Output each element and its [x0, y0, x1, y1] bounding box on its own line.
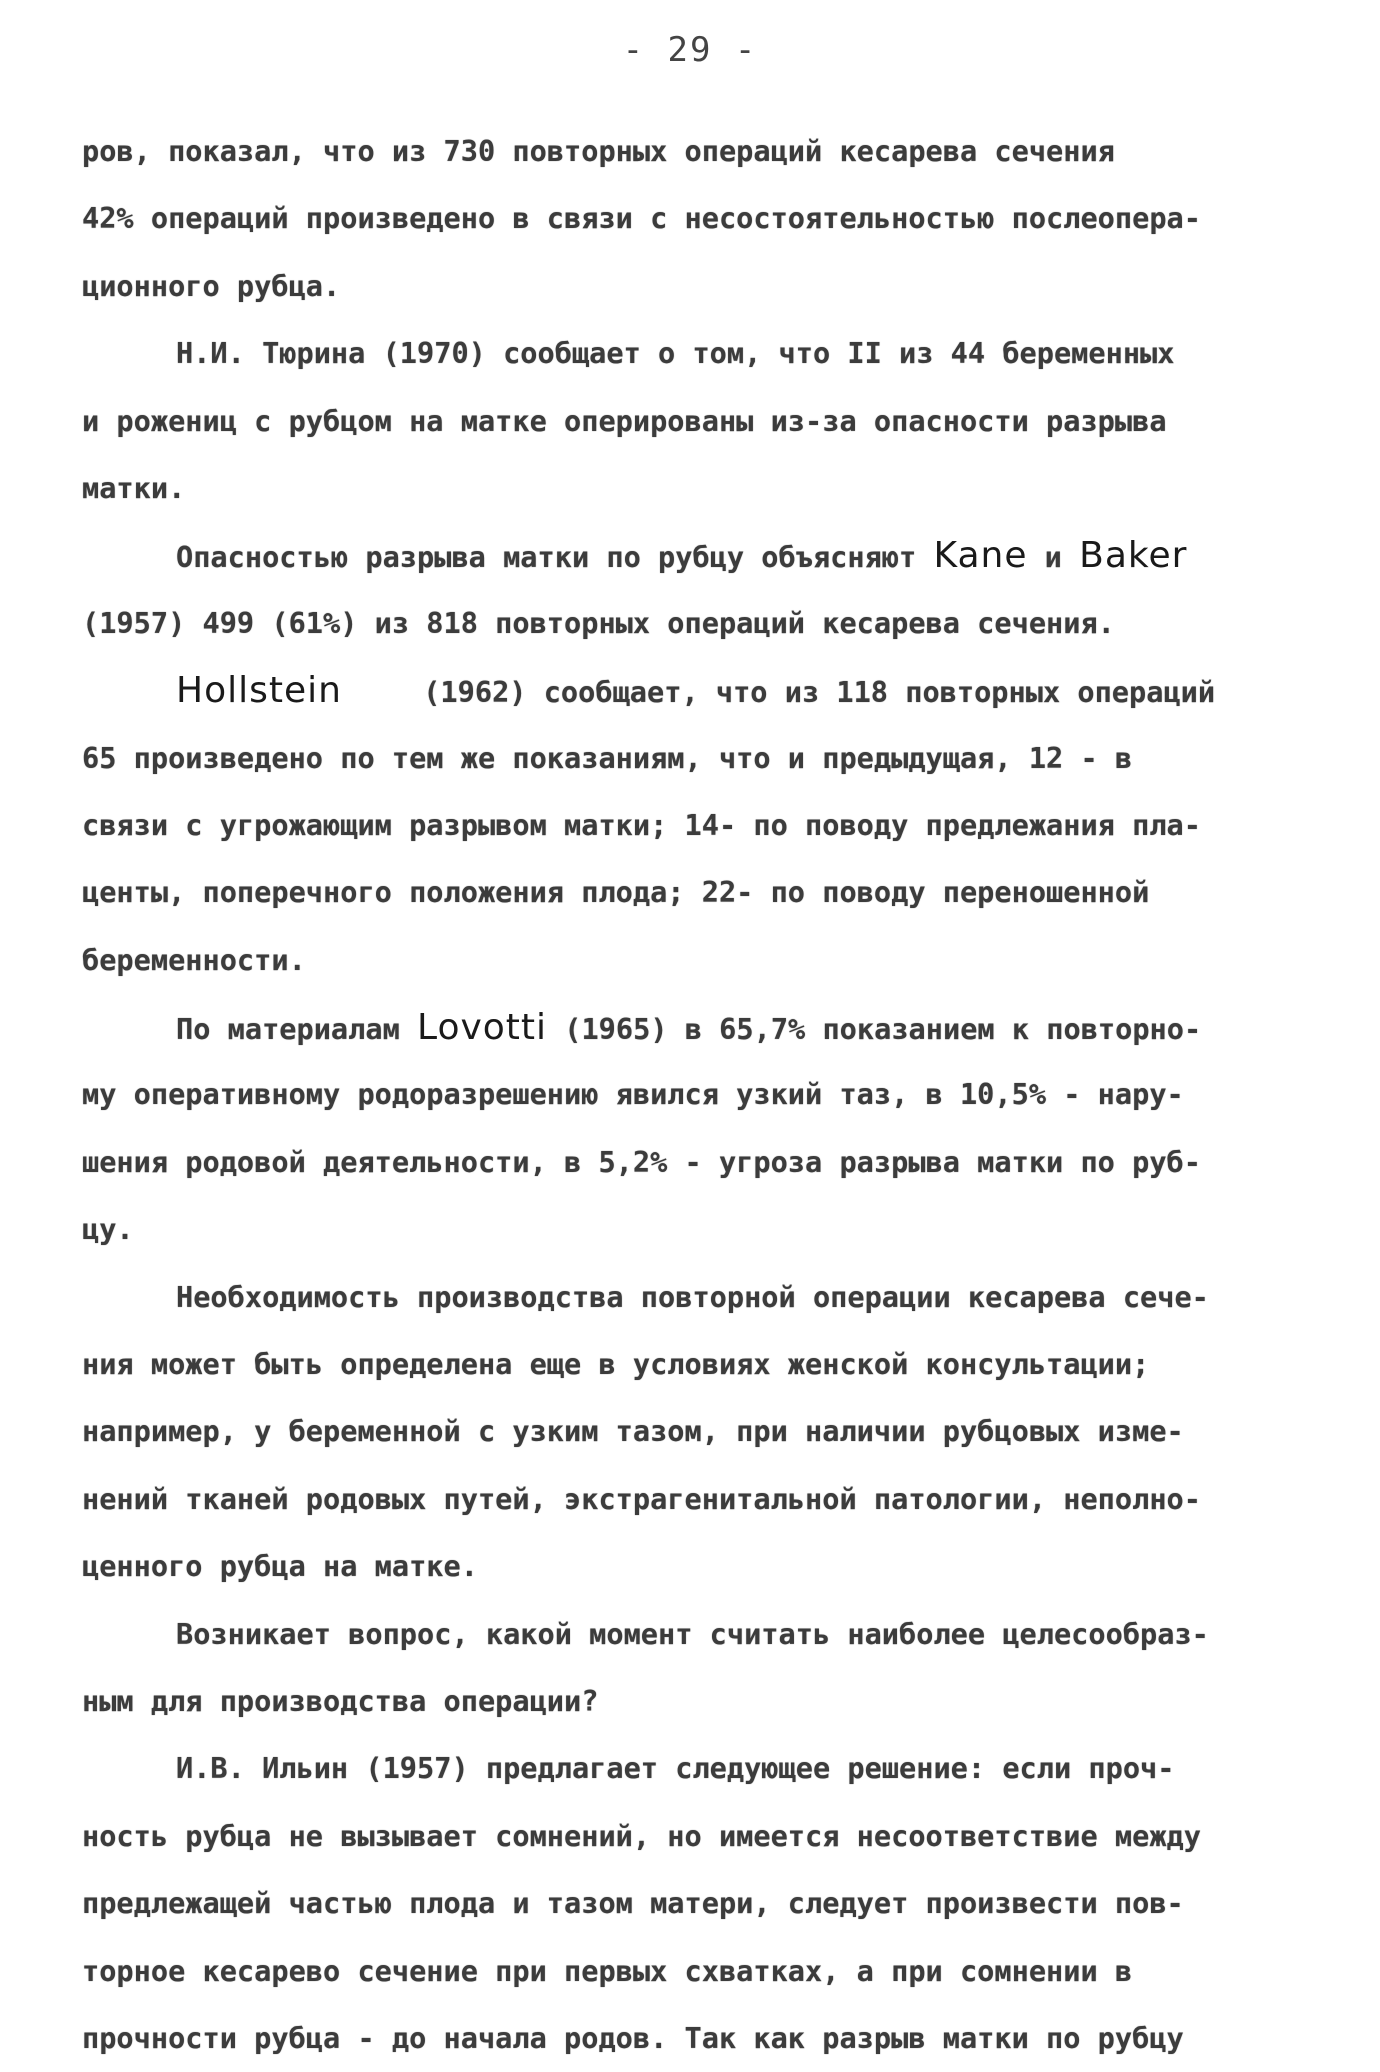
text-fragment: Опасностью разрыва матки по рубцу объясняют [176, 540, 934, 575]
text-line: му оперативному родоразрешению явился узкий таз, в 10,5% - нару- [82, 1077, 1184, 1112]
text-line: И.В. Ильин (1957) предлагает следующее решение: если проч- [176, 1751, 1175, 1786]
text-line: 42% операций произведено в связи с несостоятельностью послеопера- [82, 201, 1201, 236]
text-line-with-handwritten-name [82, 657, 1294, 724]
page-number: - 29 - [622, 30, 758, 70]
text-line: ценного рубца на матке. [82, 1549, 478, 1584]
handwritten-name: Hollstein [176, 670, 342, 712]
text-line: нений тканей родовых путей, экстрагенитальной патологии, неполно- [82, 1481, 1201, 1516]
body-text [82, 118, 1294, 2072]
text-line: например, у беременной с узким тазом, при наличии рубцовых изме- [82, 1414, 1184, 1449]
text-line: цу. [82, 1212, 134, 1247]
text-line: беременности. [82, 942, 306, 977]
text-line: ным для производства операции? [82, 1683, 599, 1718]
text-line: ров, показал, что из 730 повторных операций кесарева сечения [82, 134, 1115, 168]
handwritten-name: Baker [1079, 535, 1188, 577]
text-line: и рожениц с рубцом на матке оперированы из-за опасности разрыва [82, 403, 1167, 438]
text-line: предлежащей частью плода и тазом матери, следует произвести пов- [82, 1886, 1184, 1921]
text-line: ность рубца не вызывает сомнений, но имеется несоответствие между [82, 1818, 1201, 1853]
text-line: (1957) 499 (61%) из 818 повторных операций кесарева сечения. [82, 605, 1115, 640]
text-line: Н.И. Тюрина (1970) сообщает о том, что II из 44 беременных [176, 336, 1175, 371]
handwritten-name: Lovotti [417, 1007, 548, 1049]
text-line: Возникает вопрос, какой момент считать наиболее целесообраз- [176, 1616, 1209, 1651]
text-line: 65 произведено по тем же показаниям, что и предыдущая, 12 - в [82, 740, 1133, 775]
text-line: центы, поперечного положения плода; 22- по поводу переношенной [82, 875, 1150, 910]
text-fragment: По материалам [176, 1012, 418, 1047]
text-fragment: (1965) в 65,7% показанием к повторно- [547, 1012, 1202, 1047]
text-line: матки. [82, 470, 186, 505]
text-fragment: и [1027, 540, 1080, 575]
handwritten-name: Kane [933, 535, 1028, 577]
text-line: торное кесарево сечение при первых схватках, а при сомнении в [82, 1953, 1133, 1988]
text-line: ния может быть определена еще в условиях женской консультации; [82, 1347, 1150, 1382]
text-line: прочности рубца - до начала родов. Так как разрыв матки по рубцу [82, 2020, 1184, 2055]
text-line-with-handwritten-names [82, 522, 1294, 589]
text-fragment: (1962) сообщает, что из 118 повторных операций [406, 675, 1216, 710]
text-line: связи с угрожающим разрывом матки; 14- по поводу предлежания пла- [82, 807, 1201, 842]
text-line: ционного рубца. [82, 268, 341, 303]
text-line: шения родовой деятельности, в 5,2% - угроза разрыва матки по руб- [82, 1144, 1201, 1179]
text-line: Необходимость производства повторной операции кесарева сече- [176, 1279, 1209, 1314]
text-line-with-handwritten-name [82, 994, 1294, 1061]
